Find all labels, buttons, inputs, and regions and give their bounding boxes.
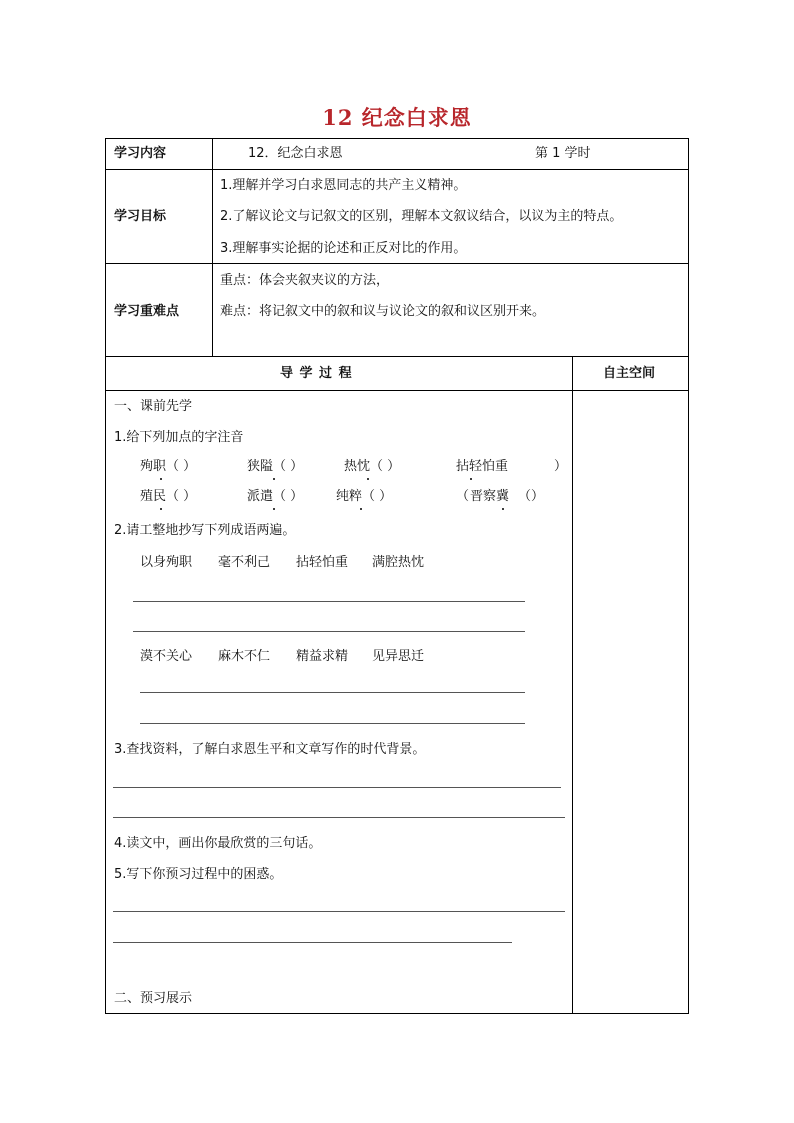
pinyin-item: 狭隘（ ） — [247, 459, 304, 474]
idiom: 毫不利己 — [218, 555, 271, 570]
writing-line — [140, 692, 525, 693]
content-label: 学习内容 — [114, 146, 167, 161]
question-1: 1.给下列加点的字注音 — [114, 430, 244, 445]
writing-line — [113, 787, 561, 788]
period-label: 第 1 学时 — [535, 146, 591, 161]
goal-item: 3.理解事实论据的论述和正反对比的作用。 — [220, 241, 467, 256]
content-value: 12．纪念白求恩 — [248, 146, 343, 161]
idiom: 满腔热忱 — [372, 555, 425, 570]
pinyin-item: ） — [554, 459, 568, 474]
goals-label: 学习目标 — [114, 209, 167, 224]
idiom: 漠不关心 — [140, 649, 193, 664]
process-header: 导 学 过 程 — [280, 366, 353, 381]
idiom: 见异思迁 — [372, 649, 425, 664]
self-space-header: 自主空间 — [603, 366, 656, 381]
question-5: 5.写下你预习过程中的困惑。 — [114, 867, 283, 882]
writing-line — [113, 817, 565, 818]
idiom: 以身殉职 — [140, 555, 193, 570]
writing-line — [113, 942, 512, 943]
section-prelearn: 一、课前先学 — [114, 399, 193, 414]
writing-line — [113, 911, 565, 912]
pinyin-item: 殉职（ ） — [140, 459, 197, 474]
pinyin-item: （） — [518, 489, 545, 504]
key-point: 重点：体会夹叙夹议的方法， — [220, 273, 390, 288]
section-preview-display: 二、预习展示 — [114, 991, 193, 1006]
idiom: 拈轻怕重 — [296, 555, 349, 570]
question-3: 3.查找资料，了解白求恩生平和文章写作的时代背景。 — [114, 742, 426, 757]
key-points-label: 学习重难点 — [114, 304, 180, 319]
question-4: 4.读文中，画出你最欣赏的三句话。 — [114, 836, 322, 851]
pinyin-item: 纯粹（ ） — [336, 489, 393, 504]
writing-line — [140, 723, 525, 724]
pinyin-item: （ — [456, 489, 470, 504]
writing-line — [133, 631, 525, 632]
page-title: 12 纪念白求恩 — [322, 105, 472, 130]
idiom: 精益求精 — [296, 649, 349, 664]
pinyin-item: 热忱（ ） — [344, 459, 401, 474]
pinyin-item: 拈轻怕重 — [456, 459, 509, 474]
idiom: 麻木不仁 — [218, 649, 271, 664]
pinyin-item: 殖民（ ） — [140, 489, 197, 504]
goal-item: 1.理解并学习白求恩同志的共产主义精神。 — [220, 178, 467, 193]
question-2: 2.请工整地抄写下列成语两遍。 — [114, 523, 296, 538]
pinyin-item: 派遣（ ） — [247, 489, 304, 504]
writing-line — [133, 601, 525, 602]
pinyin-item: 晋察冀 — [470, 489, 510, 504]
difficult-point: 难点：将记叙文中的叙和议与议论文的叙和议区别开来。 — [220, 304, 546, 319]
goal-item: 2.了解议论文与记叙文的区别，理解本文叙议结合，以议为主的特点。 — [220, 209, 623, 224]
